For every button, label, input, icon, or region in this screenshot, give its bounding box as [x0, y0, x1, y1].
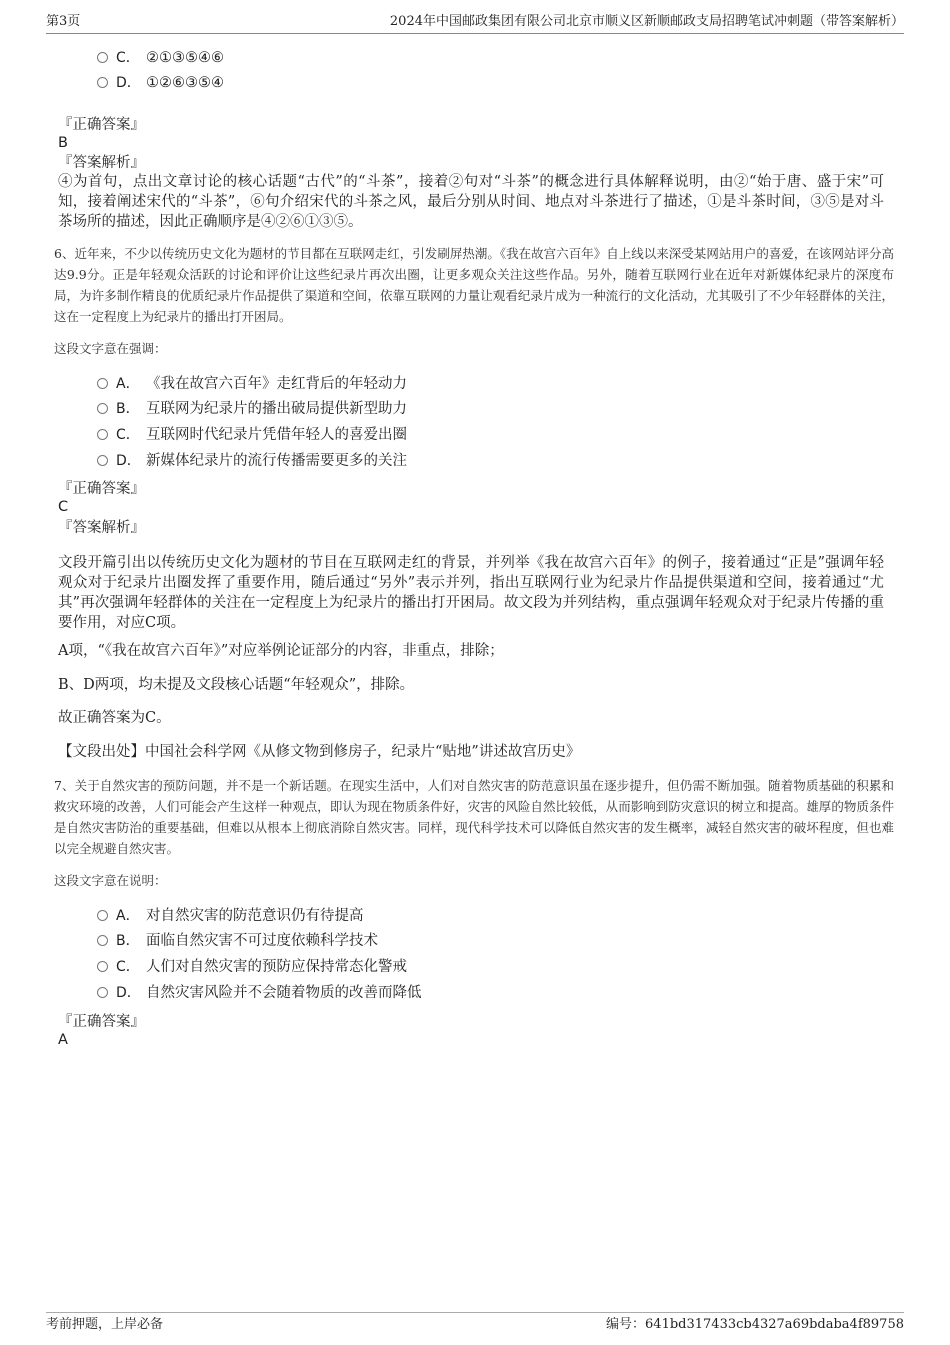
radio-icon[interactable] — [97, 987, 108, 998]
q6-answer-label: 『正确答案』 — [58, 481, 145, 497]
radio-icon[interactable] — [97, 429, 108, 440]
q5-analysis-label: 『答案解析』 — [58, 155, 145, 171]
document-title: 2024年中国邮政集团有限公司北京市顺义区新顺邮政支局招聘笔试冲刺题（带答案解析） — [389, 14, 904, 29]
radio-icon[interactable] — [97, 910, 108, 921]
radio-icon[interactable] — [97, 455, 108, 466]
radio-icon[interactable] — [97, 378, 108, 389]
radio-icon[interactable] — [97, 961, 108, 972]
document-id: 编号：641bd317433cb4327a69bdaba4f89758 — [606, 1317, 904, 1332]
q7-option-d[interactable]: D． 自然灾害风险并不会随着物质的改善而降低 — [97, 982, 422, 1004]
radio-icon[interactable] — [97, 77, 108, 88]
q6-option-b[interactable]: B． 互联网为纪录片的播出破局提供新型助力 — [97, 398, 407, 420]
q5-option-c[interactable]: C． ②①③⑤④⑥ — [97, 47, 224, 69]
q5-option-d[interactable]: D． ①②⑥③⑤④ — [97, 72, 224, 94]
q6-analysis-paragraph: A项，“《我在故宫六百年》”对应举例论证部分的内容，非重点，排除； — [58, 643, 504, 659]
q7-question-text: 7、关于自然灾害的预防问题，并不是一个新话题。在现实生活中，人们对自然灾害的防范意识虽在逐步提升，但仍需不断加强。随着物质基础的积累和救灾环境的改善，人们可能会产生这样一种观点，即认为现在物质条件好，灾害的风险自然比较低，从而影响到防灾意识的树立和提高。雄厚的物质条件是自然灾害防治的重要基础，但难以从根本上彻底消除自然灾害。同样，现代科学技术可以降低自然灾害的发生概率，减轻自然灾害的破坏程度，但也难以完全规避自然灾害。 — [54, 778, 894, 856]
radio-icon[interactable] — [97, 935, 108, 946]
q5-answer-label: 『正确答案』 — [58, 117, 145, 133]
q7-answer: A — [58, 1032, 68, 1048]
q7-prompt: 这段文字意在说明： — [54, 873, 167, 888]
page-footer — [46, 1312, 904, 1335]
page-number: 第3页 — [46, 14, 81, 29]
q5-analysis: ④为首句，点出文章讨论的核心话题“古代”的“斗茶”，接着②句对“斗茶”的概念进行具体解释说明，由②“始于唐、盛于宋”可知，接着阐述宋代的“斗茶”，⑥句介绍宋代的斗茶之风，最后分别从时间、地点对斗茶进行了描述，①是斗茶时间，③⑤是对斗茶场所的描述，因此正确顺序是④②⑥①③⑤。 — [58, 174, 884, 230]
q6-analysis-label: 『答案解析』 — [58, 520, 145, 536]
q6-question-text: 6、近年来，不少以传统历史文化为题材的节目都在互联网走红，引发刷屏热潮。《我在故宫六百年》自上线以来深受某网站用户的喜爱，在该网站评分高达9.9分。正是年轻观众活跃的讨论和评价让这些纪录片再次出圈，让更多观众关注这些作品。另外，随着互联网行业在近年对新媒体纪录片的深度布局，为许多制作精良的优质纪录片作品提供了渠道和空间，依靠互联网的力量让观看纪录片成为一种流行的文化活动，尤其吸引了不少年轻群体的关注，这在一定程度上为纪录片的播出打开困局。 — [54, 246, 894, 324]
q5-answer: B — [58, 135, 68, 151]
q7-option-b[interactable]: B． 面临自然灾害不可过度依赖科学技术 — [97, 930, 378, 952]
q7-answer-label: 『正确答案』 — [58, 1014, 145, 1030]
q6-analysis-paragraph: 文段开篇引出以传统历史文化为题材的节目在互联网走红的背景，并列举《我在故宫六百年》的例子，接着通过“正是”强调年轻观众对于纪录片出圈发挥了重要作用，随后通过“另外”表示并列，指出互联网行业为纪录片作品提供渠道和空间，接着通过“尤其”再次强调年轻群体的关注在一定程度上为纪录片的播出打开困局。故文段为并列结构，重点强调年轻观众对于纪录片传播的重要作用，对应C项。 — [58, 555, 884, 631]
q6-analysis-paragraph: B、D两项，均未提及文段核心话题“年轻观众”，排除。 — [58, 677, 415, 693]
radio-icon[interactable] — [97, 52, 108, 63]
q6-option-c[interactable]: C． 互联网时代纪录片凭借年轻人的喜爱出圈 — [97, 424, 407, 446]
q6-answer: C — [58, 499, 69, 515]
q7-option-a[interactable]: A． 对自然灾害的防范意识仍有待提高 — [97, 905, 364, 927]
q6-analysis-paragraph: 故正确答案为C。 — [58, 710, 171, 726]
footer-slogan: 考前押题，上岸必备 — [46, 1317, 164, 1332]
q6-source: 【文段出处】中国社会科学网《从修文物到修房子，纪录片“贴地”讲述故宫历史》 — [58, 744, 581, 760]
q7-option-c[interactable]: C． 人们对自然灾害的预防应保持常态化警戒 — [97, 956, 407, 978]
q6-prompt: 这段文字意在强调： — [54, 341, 167, 356]
page-header — [46, 13, 904, 34]
q6-option-d[interactable]: D． 新媒体纪录片的流行传播需要更多的关注 — [97, 450, 407, 472]
radio-icon[interactable] — [97, 403, 108, 414]
q6-option-a[interactable]: A． 《我在故宫六百年》走红背后的年轻动力 — [97, 373, 407, 395]
